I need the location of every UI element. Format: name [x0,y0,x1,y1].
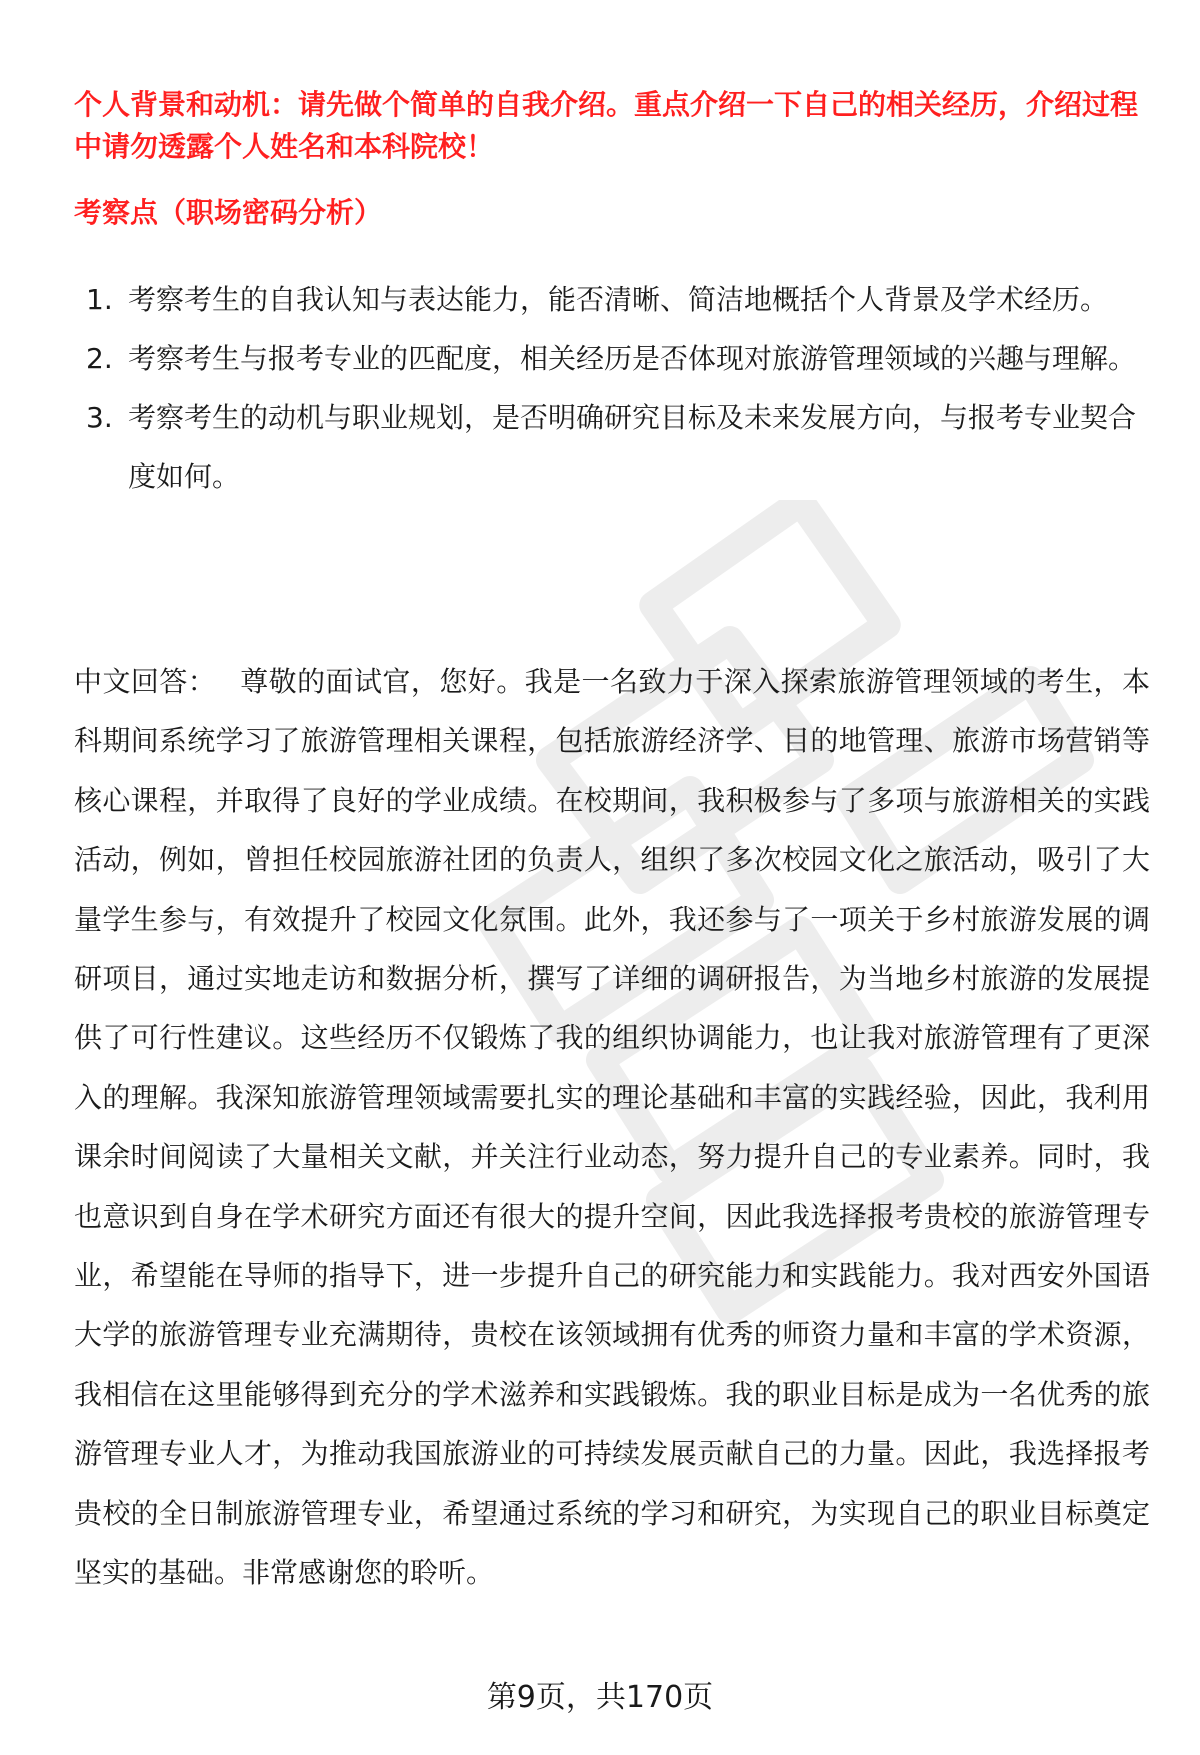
list-item [74,329,1150,388]
section-title: 考察点（职场密码分析） [74,196,383,229]
answer-paragraph [74,652,1150,1603]
list-item-number: 2. [86,342,113,375]
answer-text: 尊敬的面试官，您好。我是一名致力于深入探索旅游管理领域的考生，本科期间系统学习了旅游管理相关课程，包括旅游经济学、目的地管理、旅游市场营销等核心课程，并取得了良好的学业成绩。在校期间，我积极参与了多项与旅游相关的实践活动，例如，曾担任校园旅游社团的负责人，组织了多次校园文化之旅活动，吸引了大量学生参与，有效提升了校园文化氛围。此外，我还参与了一项关于乡村旅游发展的调研项目，通过实地走访和数据分析，撰写了详细的调研报告，为当地乡村旅游的发展提供了可行性建议。这些经历不仅锻炼了我的组织协调能力，也让我对旅游管理有了更深入的理解。我深知旅游管理领域需要扎实的理论基础和丰富的实践经验，因此，我利用课余时间阅读了大量相关文献，并关注行业动态，努力提升自己的专业素养。同时，我也意识到自身在学术研究方面还有很大的提升空间，因此我选择报考贵校的旅游管理专业，希望能在导师的指导下，进一步提升自己的研究能力和实践能力。我对西安外国语大学的旅游管理专业充满期待，贵校在该领域拥有优秀的师资力量和丰富的学术资源，我相信在这里能够得到充分的学术滋养和实践锻炼。我的职业目标是成为一名优秀的旅游管理专业人才，为推动我国旅游业的可持续发展贡献自己的力量。因此，我选择报考贵校的全日制旅游管理专业，希望通过系统的学习和研究，为实现自己的职业目标奠定坚实的基础。非常感谢您的聆听。 [74,665,1150,1590]
list-item-text: 考察考生与报考专业的匹配度，相关经历是否体现对旅游管理领域的兴趣与理解。 [128,342,1137,375]
list-item-number: 1. [86,283,113,316]
answer-label: 中文回答： [74,665,217,698]
question-heading: 个人背景和动机：请先做个简单的自我介绍。重点介绍一下自己的相关经历，介绍过程中请勿透露个人姓名和本科院校！ [74,88,1139,163]
list-item-number: 3. [86,401,113,434]
page-number-footer: 第9页，共170页 [486,1680,714,1715]
list-item [74,270,1150,329]
list-item-text: 考察考生的自我认知与表达能力，能否清晰、简洁地概括个人背景及学术经历。 [128,283,1109,316]
list-item-text: 考察考生的动机与职业规划，是否明确研究目标及未来发展方向，与报考专业契合度如何。 [128,401,1137,493]
assessment-points-list [74,270,1150,506]
list-item [74,388,1150,506]
